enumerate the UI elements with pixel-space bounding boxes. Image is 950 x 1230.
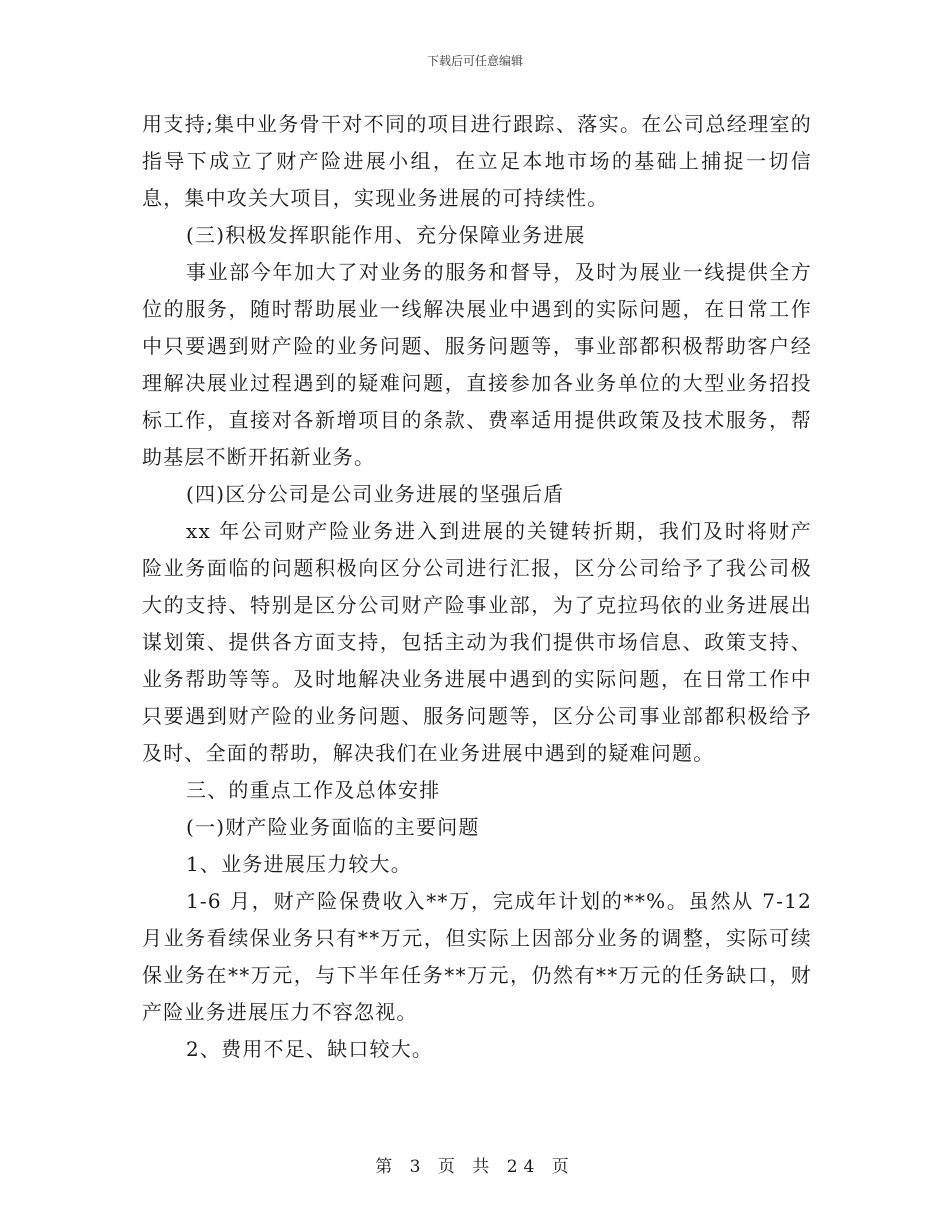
paragraph: 事业部今年加大了对业务的服务和督导，及时为展业一线提供全方位的服务，随时帮助展业一线解决展业中遇到的实际问题，在日常工作中只要遇到财产险的业务问题、服务问题等，事业部都积极帮助客户经理解决展业过程遇到的疑难问题，直接参加各业务单位的大型业务招投标工作，直接对各新增项目的条款、费率适用提供政策及技术服务，帮助基层不断开拓新业务。	[142, 260, 812, 469]
section-heading: (三)积极发挥职能作用、充分保障业务进展	[186, 223, 586, 247]
page-header: 下载后可任意编辑	[426, 54, 523, 68]
document-body	[142, 106, 812, 1068]
section-heading: (四)区分公司是公司业务进展的坚强后盾	[186, 482, 565, 506]
paragraph: xx 年公司财产险业务进入到进展的关键转折期，我们及时将财产险业务面临的问题积极向区分公司进行汇报，区分公司给予了我公司极大的支持、特别是区分公司财产险事业部，为了克拉玛依的业务进展出谋划策、提供各方面支持，包括主动为我们提供市场信息、政策支持、业务帮助等等。及时地解决业务进展中遇到的实际问题，在日常工作中只要遇到财产险的业务问题、服务问题等，区分公司事业部都积极给予及时、全面的帮助，解决我们在业务进展中遇到的疑难问题。	[142, 519, 812, 765]
page-number: 第 3 页 共 24 页	[375, 1157, 575, 1177]
section-heading: (一)财产险业务面临的主要问题	[186, 815, 480, 839]
section-heading: 1、业务进展压力较大。	[186, 852, 412, 876]
section-heading: 三、的重点工作及总体安排	[186, 778, 441, 802]
paragraph: 用支持;集中业务骨干对不同的项目进行跟踪、落实。在公司总经理室的指导下成立了财产险进展小组，在立足本地市场的基础上捕捉一切信息，集中攻关大项目，实现业务进展的可持续性。	[142, 112, 812, 210]
section-heading: 2、费用不足、缺口较大。	[186, 1037, 434, 1061]
paragraph: 1-6 月，财产险保费收入**万，完成年计划的**%。虽然从 7-12 月业务看续保业务只有**万元，但实际上因部分业务的调整，实际可续保业务在**万元，与下半年任务**万元，仍然有**万元的任务缺口，财产险业务进展压力不容忽视。	[142, 889, 812, 1024]
